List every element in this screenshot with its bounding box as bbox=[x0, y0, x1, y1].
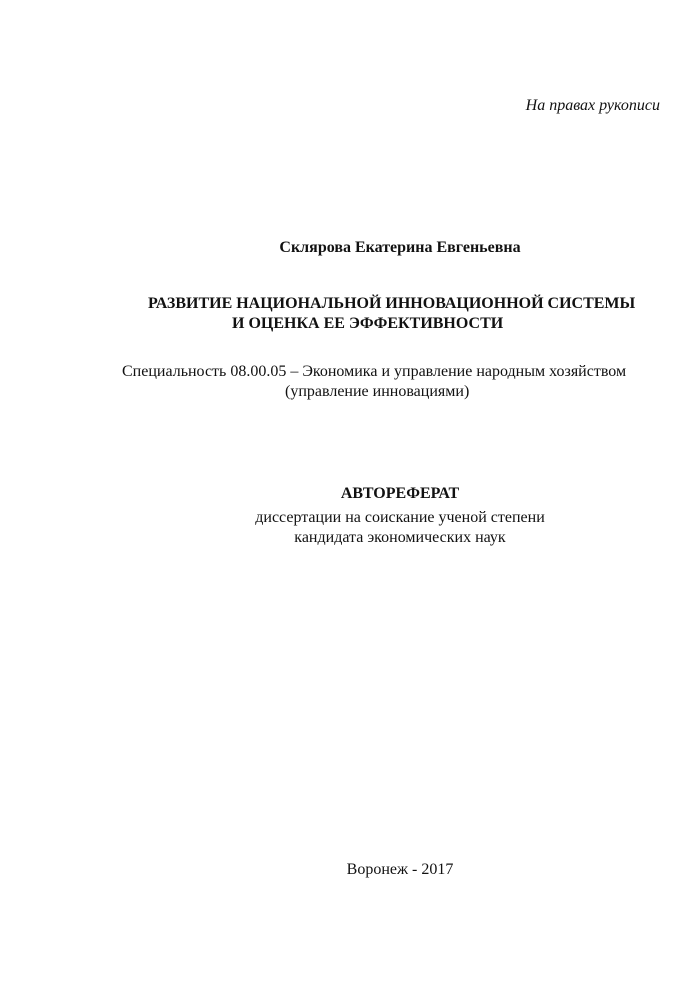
specialty-line-1: Специальность 08.00.05 – Экономика и управление народным хозяйством bbox=[122, 363, 627, 380]
author-name: Склярова Екатерина Евгеньевна bbox=[279, 239, 521, 256]
dissertation-title-line-1: РАЗВИТИЕ НАЦИОНАЛЬНОЙ ИННОВАЦИОННОЙ СИСТЕМЫ bbox=[148, 295, 636, 312]
specialty bbox=[122, 362, 626, 402]
abstract-description-line-2: кандидата экономических наук bbox=[294, 529, 506, 546]
specialty-line-2: (управление инновациями) bbox=[285, 383, 470, 400]
abstract-heading: АВТОРЕФЕРАТ bbox=[340, 485, 460, 502]
city-and-year: Воронеж - 2017 bbox=[346, 861, 454, 878]
dissertation-title-line-2: И ОЦЕНКА ЕЕ ЭФФЕКТИВНОСТИ bbox=[232, 315, 504, 332]
dissertation-title bbox=[148, 294, 635, 334]
manuscript-rights-note: На правах рукописи bbox=[525, 97, 660, 114]
abstract-section bbox=[0, 484, 700, 548]
abstract-description-line-1: диссертации на соискание ученой степени bbox=[255, 509, 545, 526]
